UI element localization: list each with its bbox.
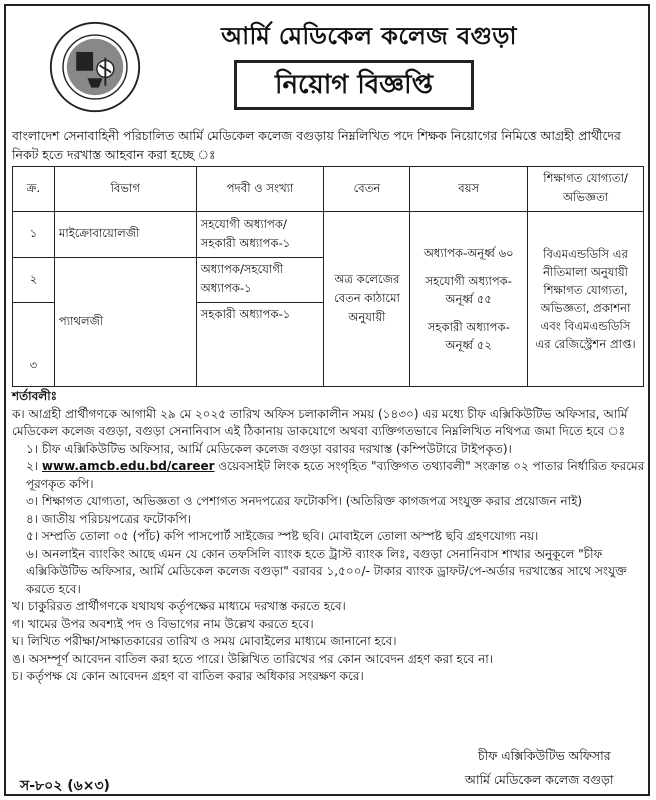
- col-header-salary: বেতন: [324, 167, 410, 212]
- conditions-section: [12, 388, 648, 686]
- condition-kha: খ। চাকুরিরত প্রার্থীগণকে যথাযথ কর্তৃপক্ষের মাধ্যমে দরখাস্ত করতে হবে।: [12, 599, 346, 613]
- col-header-department: বিভাগ: [54, 167, 196, 212]
- col-header-qualification: শিক্ষাগত যোগ্যতা/অভিজ্ঞতা: [528, 167, 644, 212]
- condition-item: ৩। শিক্ষাগত যোগ্যতা, অভিজ্ঞতা ও পেশাগত সনদপত্রের ফটোকপি। (অতিরিক্ত কাগজপত্র সংযুক্ত করার প্রয়োজন নাই): [26, 494, 583, 508]
- institution-name: আর্মি মেডিকেল কলেজ বগুড়া: [221, 21, 517, 50]
- item2-rest: ওয়েবসাইট লিংক হতে সংগৃহিত "ব্যক্তিগত তথ্যাবলী" সংক্রান্ত ০২ পাতার নির্ধারিত ফরমের পূরণকৃত কপি।: [26, 459, 645, 491]
- row-department: মাইক্রোবায়োলজী: [54, 212, 196, 258]
- item2-prefix: ২।: [26, 459, 39, 473]
- condition-item: ১। চীফ এক্সিকিউটিভ অফিসার, আর্মি মেডিকেল কলেজ বগুড়া বরাবর দরখাস্ত (কম্পিউটারে টাইপকৃত)।: [26, 441, 512, 456]
- intro-paragraph: বাংলাদেশ সেনাবাহিনী পরিচালিত আর্মি মেডিকেল কলেজ বগুড়ায় নিম্নলিখিত পদে শিক্ষক নিয়োগের নিমিত্তে আগ্রহী প্রার্থীদের নিকট হতে দরখাস্ত আহবান করা হচ্ছে ঃ: [12, 128, 621, 162]
- condition-item: ৪। জাতীয় পরিচয়পত্রের ফটোকপি।: [26, 511, 192, 526]
- age-cell: [410, 212, 528, 387]
- header: [6, 6, 652, 124]
- notice-frame: [4, 4, 650, 796]
- recruitment-table: [12, 166, 644, 387]
- table-row: [13, 212, 644, 258]
- col-header-post: পদবী ও সংখ্যা: [196, 167, 324, 212]
- age-associate: সহযোগী অধ্যাপক-অনূর্ধ্ব ৫৫: [425, 274, 512, 306]
- condition-uo: ঙ। অসম্পূর্ণ আবেদন বাতিল করা হতে পারে। উল্লিখিত তারিখের পর কোন আবেদন গ্রহণ করা হবে না।: [12, 651, 494, 666]
- age-professor: অধ্যাপক-অনূর্ধ্ব ৬০: [423, 246, 514, 260]
- notice-title: নিয়োগ বিজ্ঞপ্তি: [234, 60, 474, 110]
- row-post: সহকারী অধ্যাপক-১: [196, 303, 324, 387]
- row-sl: ২: [13, 258, 55, 303]
- table-header-row: [13, 167, 644, 212]
- college-logo-icon: [48, 20, 142, 114]
- col-header-age: বয়স: [410, 167, 528, 212]
- conditions-title: শর্তাবলীঃ: [12, 389, 58, 403]
- condition-item: ৬। অনলাইন ব্যাংকিং আছে এমন যে কোন তফসিলি ব্যাংক হতে ট্রাস্ট ব্যাংক লিঃ, বগুড়া সেনানিবাস শাখার অনুকূলে "চীফ এক্সিকিউটিভ অফিসার, আর্মি মেডিকেল কলেজ বগুড়া" বরাবর ১,৫০০/- টাকার ব্যাংক ড্রাফট/পে-অর্ডার দরখাস্তের সাথে সংযুক্ত করতে হবে।: [26, 546, 627, 596]
- condition-gha: ঘ। লিখিত পরীক্ষা/সাক্ষাতকারের তারিখ ও সময় মোবাইলের মাধ্যমে জানানো হবে।: [12, 634, 397, 648]
- col-header-sl: ক্র.: [13, 167, 55, 212]
- condition-item: [12, 458, 648, 493]
- row-sl: ১: [13, 212, 55, 258]
- notice-code: স-৮০২ (৬×৩): [20, 778, 110, 794]
- row-post: সহযোগী অধ্যাপক/ সহকারী অধ্যাপক-১: [196, 212, 324, 258]
- row-sl: ৩: [13, 303, 55, 387]
- condition-ka: ক। আগ্রহী প্রার্থীগণকে আগামী ২৯ মে ২০২৫ তারিখ অফিস চলাকালীন সময় (১৪৩০) এর মধ্যে চীফ এক্সিকিউটিভ অফিসার, আর্মি মেডিকেল কলেজ বগুড়া, বগুড়া সেনানিবাস এই ঠিকানায় ডাকযোগে অথবা ব্যক্তিগতভাবে নিম্নলিখিত নথিপত্র জমা দিতে হবে ঃ: [12, 406, 628, 438]
- condition-cha: চ। কর্তৃপক্ষ যে কোন আবেদন গ্রহণ বা বাতিল করার অধিকার সংরক্ষণ করে।: [12, 669, 364, 683]
- signature-title: চীফ এক্সিকিউটিভ অফিসার: [478, 748, 611, 763]
- salary-cell: অত্র কলেজের বেতন কাঠামো অনুযায়ী: [324, 212, 410, 387]
- age-assistant: সহকারী অধ্যাপক- অনূর্ধ্ব ৫২: [427, 320, 510, 352]
- condition-ga: গ। খামের উপর অবশ্যই পদ ও বিভাগের নাম উল্লেখ করতে হবে।: [12, 616, 314, 631]
- signature-institution: আর্মি মেডিকেল কলেজ বগুড়া: [465, 772, 614, 787]
- row-department: প্যাথলজী: [54, 258, 196, 387]
- condition-item: ৫। সম্প্রতি তোলা ০৫ (পাঁচ) কপি পাসপোর্ট সাইজের স্পষ্ট ছবি। মোবাইলে তোলা অস্পষ্ট ছবি গ্রহণযোগ্য নয়।: [26, 529, 539, 543]
- career-link[interactable]: www.amcb.edu.bd/career: [41, 459, 215, 473]
- row-post: অধ্যাপক/সহযোগী অধ্যাপক-১: [196, 258, 324, 303]
- qualification-cell: বিএমএন্ডডিসি এর নীতিমালা অনুযায়ী শিক্ষাগত যোগ্যতা, অভিজ্ঞতা, প্রকাশনা এবং বিএমএন্ডডিসি এর রেজিস্ট্রেশন প্রাপ্ত।: [528, 212, 644, 387]
